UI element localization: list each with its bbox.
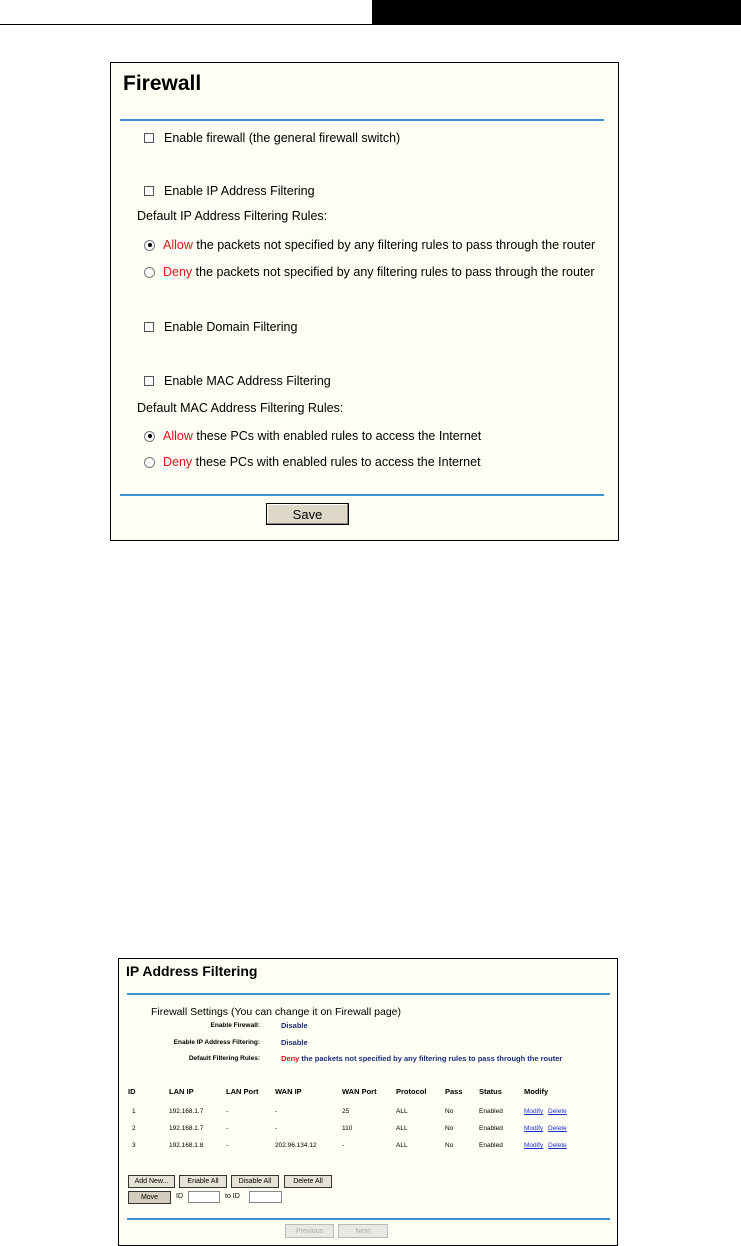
row-2-protocol: ALL xyxy=(396,1125,408,1132)
row-2-wan-port: 110 xyxy=(342,1125,353,1132)
enable-domain-filtering-label: Enable Domain Filtering xyxy=(164,320,298,334)
row-3-lan-ip: 192.168.1.8 xyxy=(169,1142,204,1149)
row-1-modify-link[interactable]: Modify xyxy=(524,1108,544,1115)
row-1-wan-ip: - xyxy=(275,1108,278,1115)
row-1-lan-ip: 192.168.1.7 xyxy=(169,1108,204,1115)
row-3-wan-ip: 202.96.134.12 xyxy=(275,1142,317,1149)
row-2-status: Enabled xyxy=(479,1125,503,1132)
row-3-modify-link[interactable]: Modify xyxy=(524,1142,544,1149)
enable-ip-filtering-row xyxy=(144,184,315,198)
enable-firewall-checkbox[interactable] xyxy=(144,133,154,143)
ip-filtering-top-divider xyxy=(127,993,610,995)
row-1-pass: No xyxy=(445,1108,454,1115)
mac-rules-heading: Default MAC Address Filtering Rules: xyxy=(137,401,344,415)
ip-filtering-title: IP Address Filtering xyxy=(126,963,258,979)
ip-deny-radio[interactable] xyxy=(144,267,155,278)
column-header-pass: Pass xyxy=(445,1087,463,1096)
row-2-lan-ip: 192.168.1.7 xyxy=(169,1125,204,1132)
row-1-protocol: ALL xyxy=(396,1108,408,1115)
row-3-id: 3 xyxy=(132,1142,136,1149)
firewall-bottom-divider xyxy=(120,494,604,496)
default-rules-text: the packets not specified by any filtering rules to pass through the router xyxy=(299,1054,563,1063)
next-button[interactable]: Next xyxy=(338,1224,388,1238)
move-to-id-label: to ID xyxy=(225,1193,240,1200)
firewall-top-divider xyxy=(120,119,604,121)
delete-all-button[interactable]: Delete All xyxy=(284,1175,332,1188)
default-rules-setting-label: Default Filtering Rules: xyxy=(188,1055,260,1062)
mac-allow-radio[interactable] xyxy=(144,431,155,442)
row-3-pass: No xyxy=(445,1142,454,1149)
move-button[interactable]: Move xyxy=(128,1191,171,1204)
column-header-lan-port: LAN Port xyxy=(226,1087,259,1096)
default-rules-setting-value xyxy=(281,1054,562,1063)
row-2-delete-link[interactable]: Delete xyxy=(548,1125,567,1132)
move-from-id-input[interactable] xyxy=(188,1191,220,1203)
enable-firewall-row xyxy=(144,131,400,145)
mac-allow-text: these PCs with enabled rules to access the Internet xyxy=(192,429,482,443)
row-1-lan-port: - xyxy=(226,1108,229,1115)
enable-firewall-label: Enable firewall (the general firewall switch) xyxy=(164,131,401,145)
enable-domain-filtering-checkbox[interactable] xyxy=(144,322,154,332)
row-2-lan-port: - xyxy=(226,1125,229,1132)
row-3-delete-link[interactable]: Delete xyxy=(548,1142,567,1149)
add-new-button[interactable]: Add New... xyxy=(128,1175,175,1188)
row-1-id: 1 xyxy=(132,1108,136,1115)
firewall-settings-heading: Firewall Settings (You can change it on Firewall page) xyxy=(151,1006,401,1018)
ip-rules-heading: Default IP Address Filtering Rules: xyxy=(137,209,328,223)
mac-deny-row xyxy=(144,455,481,469)
enable-firewall-setting-label: Enable Firewall: xyxy=(210,1022,260,1029)
column-header-wan-ip: WAN IP xyxy=(275,1087,302,1096)
row-2-modify-link[interactable]: Modify xyxy=(524,1125,544,1132)
column-header-protocol: Protocol xyxy=(396,1087,427,1096)
column-header-wan-port: WAN Port xyxy=(342,1087,377,1096)
row-1-wan-port: 25 xyxy=(342,1108,350,1115)
ip-allow-text: the packets not specified by any filtering rules to pass through the router xyxy=(192,238,596,252)
ip-filtering-panel xyxy=(118,958,618,1246)
disable-all-button[interactable]: Disable All xyxy=(231,1175,279,1188)
row-2-wan-ip: - xyxy=(275,1125,278,1132)
move-to-id-input[interactable] xyxy=(249,1191,282,1203)
ip-deny-keyword: Deny xyxy=(163,265,193,279)
ip-deny-text: the packets not specified by any filtering rules to pass through the router xyxy=(192,265,595,279)
mac-allow-row xyxy=(144,429,481,443)
enable-mac-filtering-label: Enable MAC Address Filtering xyxy=(164,374,331,388)
mac-allow-keyword: Allow xyxy=(163,429,193,443)
enable-mac-filtering-checkbox[interactable] xyxy=(144,376,154,386)
enable-ip-filtering-label: Enable IP Address Filtering xyxy=(164,184,315,198)
row-2-pass: No xyxy=(445,1125,454,1132)
page-header-bar xyxy=(372,0,741,25)
row-3-protocol: ALL xyxy=(396,1142,408,1149)
enable-mac-filtering-row xyxy=(144,374,331,388)
previous-button[interactable]: Previous xyxy=(285,1224,334,1238)
column-header-lan-ip: LAN IP xyxy=(169,1087,194,1096)
row-3-status: Enabled xyxy=(479,1142,503,1149)
column-header-modify: Modify xyxy=(524,1087,549,1096)
mac-deny-keyword: Deny xyxy=(163,455,193,469)
enable-ip-setting-value: Disable xyxy=(281,1038,308,1047)
column-header-status: Status xyxy=(479,1087,502,1096)
row-1-status: Enabled xyxy=(479,1108,503,1115)
column-header-id: ID xyxy=(128,1087,136,1096)
ip-deny-row xyxy=(144,265,595,279)
mac-deny-radio[interactable] xyxy=(144,457,155,468)
move-id-label: ID xyxy=(176,1193,183,1200)
firewall-panel xyxy=(110,62,619,541)
row-3-wan-port: - xyxy=(342,1142,345,1149)
row-1-delete-link[interactable]: Delete xyxy=(548,1108,567,1115)
save-button[interactable]: Save xyxy=(266,503,349,525)
enable-ip-setting-label: Enable IP Address Filtering: xyxy=(173,1039,260,1046)
ip-filtering-bottom-divider xyxy=(127,1218,610,1220)
enable-ip-filtering-checkbox[interactable] xyxy=(144,186,154,196)
ip-allow-row xyxy=(144,238,595,252)
ip-allow-radio[interactable] xyxy=(144,240,155,251)
mac-deny-text: these PCs with enabled rules to access the Internet xyxy=(192,455,481,469)
row-3-lan-port: - xyxy=(226,1142,229,1149)
ip-allow-keyword: Allow xyxy=(163,238,193,252)
row-2-id: 2 xyxy=(132,1125,136,1132)
firewall-title: Firewall xyxy=(123,72,202,95)
default-rules-keyword: Deny xyxy=(281,1054,300,1063)
enable-domain-filtering-row xyxy=(144,320,297,334)
enable-firewall-setting-value: Disable xyxy=(281,1021,308,1030)
enable-all-button[interactable]: Enable All xyxy=(179,1175,227,1188)
